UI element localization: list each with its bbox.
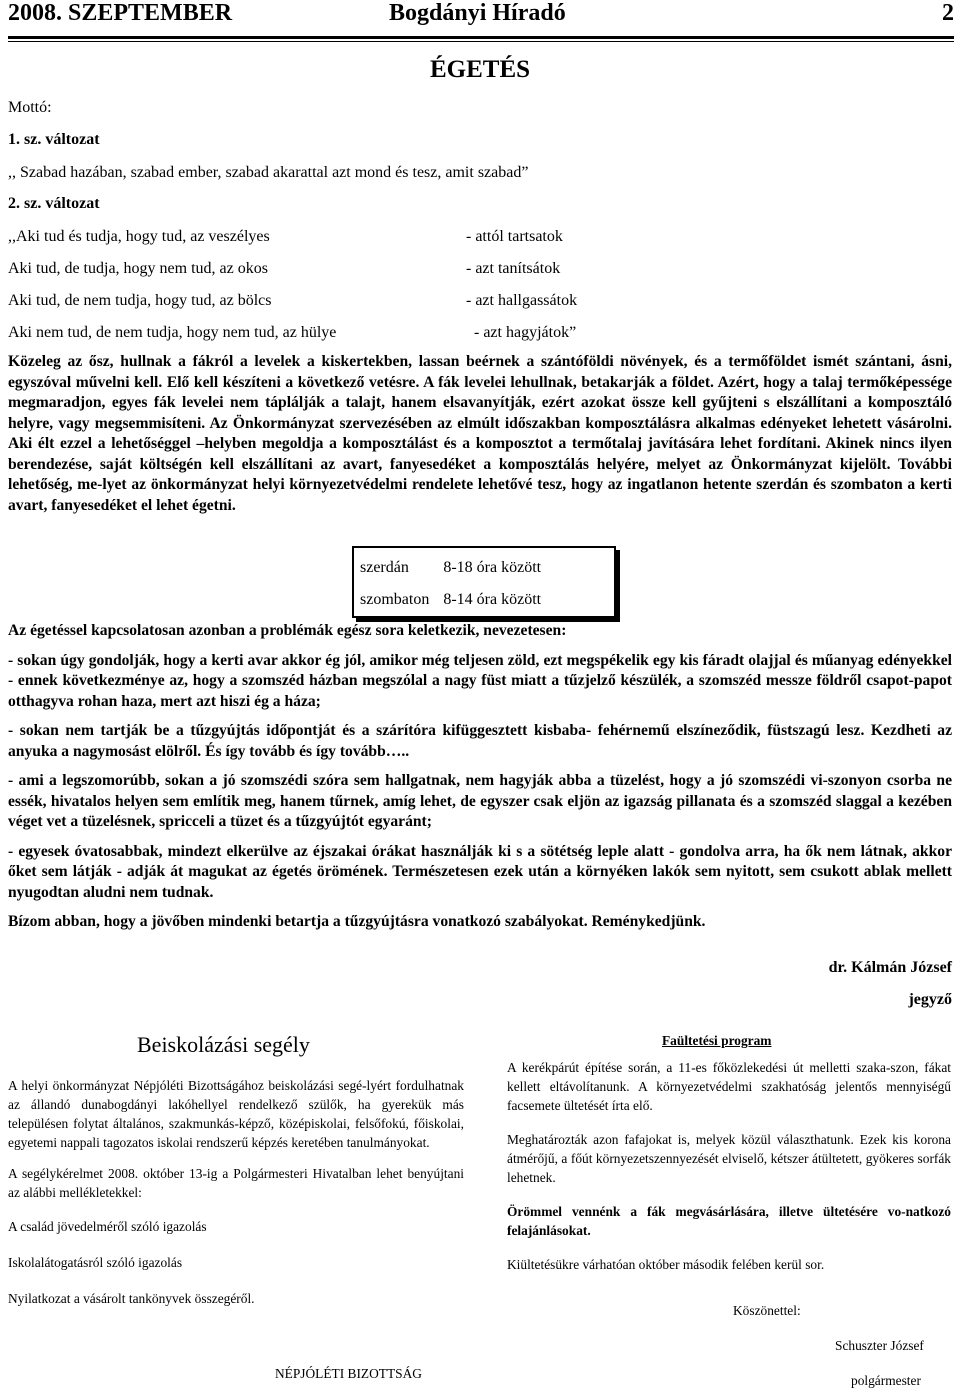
version1-quote: ,, Szabad hazában, szabad ember, szabad akarattal azt mond és tesz, amit szabad” xyxy=(8,164,529,181)
problem-item: - ami a legszomorúbb, sokan a jó szomszédi szóra sem hallgatnak, nem hagyják abba a tüzelést, hogy a jó szomszédi vi-szonyon csorba ne essék, hivatalos helyen sem említik meg, hanem tűrnek, amíg lehet, de egyszer csak eljön az igazság pillanata és a szomszéd slaggal a kezében véget vet a tüzelésnek, spricceli a tüzet és a tűzgyújtót egyaránt; xyxy=(8,772,952,830)
poem-line-2: Aki tud, de tudja, hogy nem tud, az okos xyxy=(8,260,268,277)
problem-item: - egyesek óvatosabbak, mindezt elkerülve az éjszakai órákat használják ki s a sötétség leple alatt - gondolva arra, ha ők nem látnak, akkor őket sem látják - adják át magukat az égetés örömének. Természetesen ezek után a környéken lakók sem nyitott, sem csukott ablak mellett nyugodtan aludni nem tudnak. xyxy=(8,842,952,901)
problem-item: - sokan úgy gondolják, hogy a kerti avar akkor ég jól, amikor még teljesen zöld, ezt megspékelik egy kis fáradt olajjal és műanyag edényekkel - ennek következménye az, hogy a szomszéd házban megszólal a nagy füst miatt a tűzjelző készülék, a szomszéd messze földről csapot-papot otthagyva rohan haza, mert azt hiszi ég a háza; xyxy=(8,651,952,710)
schedule-day: szombaton xyxy=(360,591,430,608)
trees-author-role: polgármester xyxy=(851,1373,921,1388)
schedule-table xyxy=(360,552,555,616)
grant-signature: NÉPJÓLÉTI BIZOTTSÁG xyxy=(275,1366,422,1381)
poem-response-2: - azt tanítsátok xyxy=(466,260,561,277)
schedule-row xyxy=(360,552,555,584)
poem-response-3: - azt hallgassátok xyxy=(466,292,578,309)
article-author: dr. Kálmán József xyxy=(828,959,952,976)
schedule-row xyxy=(360,584,555,616)
trees-column xyxy=(507,1058,951,1274)
problems-intro: Az égetéssel kapcsolatosan azonban a problémák egész sora keletkezik, nevezetesen: xyxy=(8,622,567,639)
article-paragraph: Közeleg az ősz, hullnak a fákról a levelek a kiskertekben, lassan beérnek a szántóföldi növények, és a termőföldet ismét szántani, ásni, egyszóval művelni kell. Elő kell készíteni a következő vetésre. A fák levelei lehullnak, betakarják a földet. Azért, hogy a talaj termőképessége megmaradjon, egyes fák levelei nem táplálják a talajt, hanem elsavanyítják, ezért azokat össze kell gyűjteni s elszállítani a komposztáló helyre, vagy megsemmisíteni. Az Önkormányzat szervezésében az elmúlt időszakban komposztálásra alkalmas edényeket lehetett vásárolni. Aki élt ezzel a lehetőséggel –helyben megoldja a komposztálást és a komposztot a termőtalaj javítására lehet fordítani. Akinek nincs ilyen berendezése, saját költségén kell elszállítani az avart, fanyesedéket a komposztálás helyére, melyet az Önkormányzat kijelölt. További lehetőség, me-lyet az önkormányzat helyi környezetvédelmi rendelete lehetővé tesz, hogy az ingatlanon hetente szerdán és szombaton a kerti avart, fanyesedéket el lehet égetni. xyxy=(8,353,952,514)
article-title: ÉGETÉS xyxy=(429,56,531,83)
trees-author: Schuszter József xyxy=(835,1338,924,1353)
schedule-time: 8-18 óra között xyxy=(443,559,542,576)
version1-label: 1. sz. változat xyxy=(8,131,100,148)
page-header xyxy=(8,0,954,32)
issue-date: 2008. SZEPTEMBER xyxy=(8,0,233,26)
trees-paragraph-1: A kerékpárút építése során, a 11-es főközlekedési út melletti szaka-szon, fákat kellett eltávolítanunk. A környezetvédelmi szakhatóság jelentős mennyiségű facsemete ültetését írta elő. xyxy=(507,1060,951,1113)
header-rule-thin xyxy=(8,41,954,42)
problem-item: - sokan nem tartják be a tűzgyújtás időpontját és a szárítóra kifüggesztett kisbaba- fehérnemű elszíneződik, füstszagú lesz. Kezdheti az anyuka a nagymosást elölről. És így tovább és így tovább….. xyxy=(8,722,952,760)
grant-title: Beiskolázási segély xyxy=(137,1032,310,1057)
poem-line-3: Aki tud, de nem tudja, hogy tud, az bölcs xyxy=(8,292,272,309)
trees-paragraph-3: Örömmel vennénk a fák megvásárlására, illetve ültetésére vo-natkozó felajánlásokat. xyxy=(507,1204,951,1238)
trees-thanks: Köszönettel: xyxy=(733,1303,801,1318)
grant-attachment: A család jövedelméről szóló igazolás xyxy=(8,1219,207,1234)
article-author-role: jegyző xyxy=(908,991,952,1008)
header-rule-thick xyxy=(8,36,954,39)
trees-title: Faültetési program xyxy=(662,1033,772,1048)
motto-label: Mottó: xyxy=(8,99,52,116)
poem-response-4: - azt hagyjátok” xyxy=(474,324,577,341)
poem-line-1: ,,Aki tud és tudja, hogy tud, az veszélyes xyxy=(8,228,270,245)
schedule-time: 8-14 óra között xyxy=(443,591,542,608)
grant-paragraph-2: A segélykérelmet 2008. október 13-ig a Polgármesteri Hivatalban lehet benyújtani az alábbi mellékletekkel: xyxy=(8,1166,464,1200)
grant-attachment: Nyilatkozat a vásárolt tankönyvek összegéről. xyxy=(8,1291,255,1306)
newspaper-title: Bogdányi Híradó xyxy=(389,0,566,26)
problems-section xyxy=(8,621,952,933)
poem-response-1: - attól tartsatok xyxy=(466,228,563,245)
version2-label: 2. sz. változat xyxy=(8,195,100,212)
trees-paragraph-2: Meghatározták azon fafajokat is, melyek közül választhatunk. Ezek kis korona átmérőjű, a főút környezetszennyezését elviselő, kétszer átültetett, gyökeres sorfák lehetnek. xyxy=(507,1132,951,1185)
page-number: 2 xyxy=(942,0,954,26)
closing-statement: Bízom abban, hogy a jövőben mindenki betartja a tűzgyújtásra vonatkozó szabályokat. Reménykedjünk. xyxy=(8,913,706,930)
poem-line-4: Aki nem tud, de nem tudja, hogy nem tud, az hülye xyxy=(8,324,337,341)
grant-paragraph-1: A helyi önkormányzat Népjóléti Bizottságához beiskolázási segé-lyért fordulhatnak az állandó dunabogdányi lakóhellyel rendelkező szülők, ha gyerekük más településen folytat általános, szakmunkás-képző, középiskolai, felsőfokú, főiskolai, egyetemi nappali tagozatos iskolai rendszerű képzés keretében tanulmányokat. xyxy=(8,1078,464,1150)
burning-schedule-box xyxy=(352,546,616,618)
grant-column xyxy=(8,1076,464,1308)
trees-paragraph-4: Kiültetésükre várhatóan október második felében kerül sor. xyxy=(507,1257,825,1272)
schedule-day: szerdán xyxy=(360,559,409,576)
grant-attachment: Iskolalátogatásról szóló igazolás xyxy=(8,1255,183,1270)
